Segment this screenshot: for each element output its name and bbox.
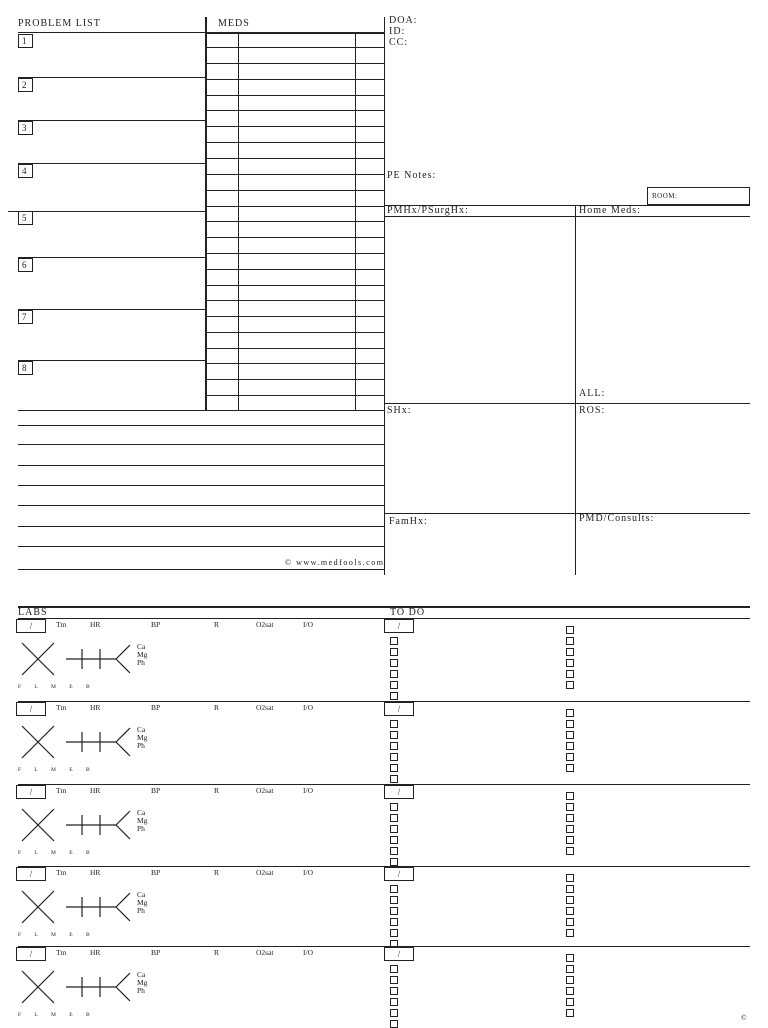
todo-date-box[interactable]: / [384,947,414,961]
todo-checkbox[interactable] [566,929,574,937]
todo-checkbox[interactable] [390,670,398,678]
room-field: ROOM: [647,187,750,205]
todo-checkbox[interactable] [566,918,574,926]
todo-checkbox[interactable] [566,626,574,634]
notes-line [18,505,384,506]
todo-checkbox[interactable] [566,731,574,739]
todo-checkbox[interactable] [390,998,398,1006]
todo-checkbox[interactable] [390,929,398,937]
todo-date-box[interactable]: / [384,867,414,881]
home-meds-label: Home Meds: [579,205,641,216]
vital-label-hr: HR [90,620,101,629]
bmp-branch-line [116,742,130,756]
todo-checkbox[interactable] [566,709,574,717]
todo-checkbox[interactable] [390,965,398,973]
phosphorus-label: Ph [137,906,145,915]
vital-label-hr: HR [90,703,101,712]
bmp-branch-line [116,825,130,839]
lab-date-box[interactable]: / [16,785,46,799]
electrolyte-diagram [20,641,140,677]
vital-label-bp: BP [151,703,161,712]
notes-line [18,526,384,527]
todo-checkbox[interactable] [566,681,574,689]
meds-row-line [207,348,384,349]
problem-separator [8,211,205,212]
meds-row-line [207,190,384,191]
famhx-top-line [384,513,750,514]
phosphorus-label: Ph [137,986,145,995]
todo-checkbox[interactable] [390,814,398,822]
notes-line [18,410,384,411]
meds-row-line [207,79,384,80]
meds-row-line [207,158,384,159]
electrolyte-diagram [20,969,140,1005]
vital-label-o2sat: O2sat [256,703,274,712]
fluids-label: F L M E B [18,1012,96,1018]
todo-checkbox[interactable] [566,987,574,995]
calcium-label: Ca [137,890,146,899]
todo-checkbox[interactable] [390,753,398,761]
lab-date-box[interactable]: / [16,867,46,881]
bmp-branch-line [116,907,130,921]
magnesium-label: Mg [137,733,148,742]
vital-label-r: R [214,948,220,957]
problem-number-7: 7 [18,310,33,324]
problem-number-3: 3 [18,121,33,135]
todo-checkbox[interactable] [390,692,398,700]
vital-label-o2sat: O2sat [256,620,274,629]
vital-label-io: I/O [303,620,313,629]
todo-checkbox[interactable] [390,907,398,915]
todo-checkbox[interactable] [390,987,398,995]
todo-checkbox[interactable] [566,965,574,973]
lab-date-box[interactable]: / [16,702,46,716]
electrolyte-diagram [20,724,140,760]
pmhx-underline [384,216,575,217]
meds-row-line [207,95,384,96]
vital-label-hr: HR [90,948,101,957]
bmp-branch-line [116,645,130,659]
cc-label: CC: [389,37,409,48]
magnesium-label: Mg [137,816,148,825]
vital-label-io: I/O [303,948,313,957]
todo-checkbox[interactable] [566,836,574,844]
bmp-branch-line [116,893,130,907]
notes-line [18,465,384,466]
meds-row-line [207,63,384,64]
calcium-label: Ca [137,970,146,979]
vital-label-bp: BP [151,868,161,877]
todo-checkbox[interactable] [390,1009,398,1017]
copyright-mark: © [741,1013,747,1022]
calcium-label: Ca [137,725,146,734]
fluids-label: F L M E B [18,684,96,690]
vital-label-bp: BP [151,620,161,629]
vital-label-o2sat: O2sat [256,948,274,957]
electrolyte-diagram [20,807,140,843]
todo-checkbox[interactable] [390,1020,398,1028]
famhx-label: FamHx: [389,516,428,527]
todo-checkbox[interactable] [566,720,574,728]
magnesium-label: Mg [137,978,148,987]
bmp-branch-line [116,973,130,987]
fluids-label: F L M E B [18,932,96,938]
meds-row-line [207,126,384,127]
todo-checkbox[interactable] [390,720,398,728]
labs-top-rule [18,606,750,608]
shx-top-line [384,403,750,404]
todo-checkbox[interactable] [390,775,398,783]
todo-checkbox[interactable] [566,885,574,893]
problem-number-5: 5 [18,211,33,225]
vital-label-io: I/O [303,786,313,795]
vital-label-r: R [214,703,220,712]
meds-row-line [207,316,384,317]
website-credit: © www.medfools.com [285,558,385,567]
shx-label: SHx: [387,405,412,416]
id-label: ID: [389,26,406,37]
vital-label-hr: HR [90,868,101,877]
meds-row-line [207,332,384,333]
todo-date-box[interactable]: / [384,702,414,716]
problem-number-6: 6 [18,258,33,272]
todo-checkbox[interactable] [390,836,398,844]
right-col-divider [575,205,576,575]
problem-meds-divider [205,17,207,410]
meds-row-line [207,395,384,396]
fluids-label: F L M E B [18,850,96,856]
todo-checkbox[interactable] [390,825,398,833]
todo-checkbox[interactable] [390,731,398,739]
problem-separator [18,77,205,78]
todo-checkbox[interactable] [566,648,574,656]
calcium-label: Ca [137,808,146,817]
meds-row-line [207,110,384,111]
bmp-branch-line [116,728,130,742]
meds-row-line [207,221,384,222]
todo-checkbox[interactable] [566,670,574,678]
labs-label: LABS [18,607,48,618]
meds-row-line [207,142,384,143]
problem-number-1: 1 [18,34,33,48]
vital-label-r: R [214,868,220,877]
meds-row-line [207,237,384,238]
todo-checkbox[interactable] [390,742,398,750]
todo-checkbox[interactable] [566,825,574,833]
meds-label: MEDS [218,18,250,29]
meds-row-line [207,206,384,207]
problem-number-2: 2 [18,78,33,92]
problem-separator [18,163,205,164]
todo-checkbox[interactable] [566,792,574,800]
meds-row-line [207,379,384,380]
magnesium-label: Mg [137,650,148,659]
todo-checkbox[interactable] [390,659,398,667]
ros-label: ROS: [579,405,606,416]
vital-label-tm: Tm [56,620,67,629]
todo-checkbox[interactable] [566,1009,574,1017]
todo-checkbox[interactable] [390,764,398,772]
problem-number-8: 8 [18,361,33,375]
vital-label-tm: Tm [56,786,67,795]
meds-row-line [207,300,384,301]
vital-label-r: R [214,620,220,629]
vital-label-bp: BP [151,786,161,795]
todo-checkbox[interactable] [566,814,574,822]
meds-row-line [207,253,384,254]
left-right-divider [384,17,385,575]
problem-list-label: PROBLEM LIST [18,18,101,29]
todo-checkbox[interactable] [566,998,574,1006]
meds-row-line [207,33,384,34]
lab-date-box[interactable]: / [16,947,46,961]
notes-line [18,425,384,426]
notes-line [18,569,384,570]
doa-label: DOA: [389,15,418,26]
todo-checkbox[interactable] [390,885,398,893]
todo-checkbox[interactable] [390,803,398,811]
todo-checkbox[interactable] [390,847,398,855]
bmp-branch-line [116,811,130,825]
vital-label-o2sat: O2sat [256,868,274,877]
meds-row-line [207,47,384,48]
todo-checkbox[interactable] [390,637,398,645]
notes-line [18,546,384,547]
problem-separator [18,360,205,361]
todo-checkbox[interactable] [566,637,574,645]
todo-checkbox[interactable] [566,803,574,811]
lab-date-box[interactable]: / [16,619,46,633]
todo-date-box[interactable]: / [384,619,414,633]
pmd-consults-label: PMD/Consults: [579,513,655,524]
todo-checkbox[interactable] [390,918,398,926]
todo-checkbox[interactable] [566,874,574,882]
meds-row-line [207,285,384,286]
todo-checkbox[interactable] [566,847,574,855]
vital-label-tm: Tm [56,948,67,957]
vital-label-r: R [214,786,220,795]
todo-checkbox[interactable] [390,858,398,866]
todo-checkbox[interactable] [390,681,398,689]
vital-label-o2sat: O2sat [256,786,274,795]
todo-checkbox[interactable] [566,753,574,761]
problem-separator [18,309,205,310]
problem-separator [18,257,205,258]
vital-label-hr: HR [90,786,101,795]
notes-line [18,444,384,445]
bmp-branch-line [116,987,130,1001]
bmp-branch-line [116,659,130,673]
vital-label-tm: Tm [56,703,67,712]
problem-number-4: 4 [18,164,33,178]
todo-checkbox[interactable] [566,659,574,667]
todo-checkbox[interactable] [566,976,574,984]
phosphorus-label: Ph [137,824,145,833]
calcium-label: Ca [137,642,146,651]
phosphorus-label: Ph [137,741,145,750]
todo-checkbox[interactable] [566,896,574,904]
phosphorus-label: Ph [137,658,145,667]
vital-label-tm: Tm [56,868,67,877]
pmhx-label: PMHx/PSurgHx: [387,205,469,216]
todo-checkbox[interactable] [390,648,398,656]
electrolyte-diagram [20,889,140,925]
magnesium-label: Mg [137,898,148,907]
meds-row-line [207,174,384,175]
vital-label-io: I/O [303,703,313,712]
vital-label-bp: BP [151,948,161,957]
problem-separator [18,120,205,121]
fluids-label: F L M E B [18,767,96,773]
todo-checkbox[interactable] [566,907,574,915]
todo-checkbox[interactable] [390,896,398,904]
todo-checkbox[interactable] [566,742,574,750]
vital-label-io: I/O [303,868,313,877]
todo-checkbox[interactable] [390,976,398,984]
todo-checkbox[interactable] [566,764,574,772]
todo-label: TO DO [390,607,426,618]
todo-checkbox[interactable] [566,954,574,962]
todo-date-box[interactable]: / [384,785,414,799]
allergies-label: ALL: [579,388,606,399]
meds-row-line [207,269,384,270]
pe-notes-label: PE Notes: [387,170,437,181]
meds-row-line [207,363,384,364]
notes-line [18,485,384,486]
